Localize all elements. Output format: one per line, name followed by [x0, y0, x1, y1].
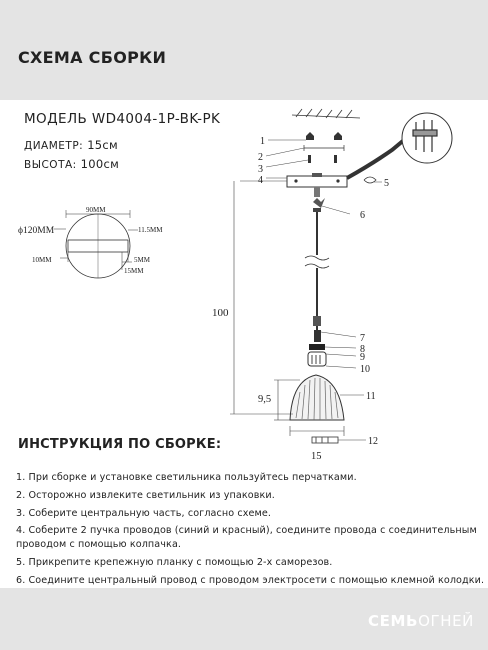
brand-light: ОГНЕЙ [418, 612, 474, 630]
instructions-title: ИНСТРУКЦИЯ ПО СБОРКЕ: [18, 437, 222, 452]
brand-bold: СЕМЬ [368, 612, 419, 630]
callout-1: 1 [260, 136, 265, 147]
callout-12: 12 [368, 436, 378, 447]
callout-7: 7 [360, 333, 365, 344]
callout-2: 2 [258, 152, 263, 163]
instruction-step-5: 5. Прикрепите крепежную планку с помощью 2-х саморезов. [16, 557, 333, 568]
supply-cable [347, 140, 404, 178]
callout-5: 5 [384, 178, 389, 189]
canopy-diameter-label: ϕ120MM [18, 226, 55, 236]
height-label: ВЫСОТА: [24, 159, 77, 171]
canopy-dim-5-label: 5MM [134, 256, 150, 264]
callout-3: 3 [258, 164, 263, 175]
instruction-step-4: 4. Соберите 2 пучка проводов (синий и красный), соедините провода с соединительным [16, 525, 477, 536]
canopy-dim-15-label: 15MM [124, 267, 144, 275]
callout-11: 11 [366, 391, 376, 402]
instruction-step-1: 1. При сборке и установке светильника пользуйтесь перчатками. [16, 472, 357, 483]
callout-8: 8 [360, 344, 365, 355]
model-label: МОДЕЛЬ [24, 111, 88, 127]
cord-grip [314, 187, 320, 197]
instruction-step-3: 3. Соберите центральную часть, согласно схеме. [16, 508, 272, 519]
canopy-offset-left-label: 10MM [32, 256, 52, 264]
socket-top [313, 316, 321, 326]
page-title: СХЕМА СБОРКИ [18, 48, 167, 67]
canopy-width-label: 90MM [86, 206, 106, 214]
ceiling-hatch [292, 109, 360, 118]
screws [306, 132, 342, 163]
diameter-label: ДИАМЕТР: [24, 140, 84, 152]
instruction-step-4-cont: проводом с помощью колпачка. [16, 539, 182, 550]
height-value: 100см [80, 157, 120, 171]
callout-6: 6 [360, 210, 365, 221]
callout-4: 4 [258, 175, 263, 186]
model-code: WD4004-1P-BK-PK [91, 111, 221, 127]
junction-detail [402, 113, 452, 163]
socket-ring [309, 344, 325, 350]
callout-10: 10 [360, 364, 370, 375]
instruction-step-2: 2. Осторожно извлеките светильник из упаковки. [16, 490, 275, 501]
callout-9: 9 [360, 352, 365, 363]
canopy-offset-right-label: 11.5MM [138, 226, 163, 234]
height-dimension: 100 [212, 307, 229, 319]
instruction-step-6: 6. Соедините центральный провод с проводом электросети с помощью клемной колодки. [16, 575, 485, 586]
socket-holder [308, 352, 326, 366]
shade-height-dimension: 9,5 [258, 394, 272, 405]
shade-width-dimension: 15 [311, 451, 322, 462]
diameter-value: 15см [87, 138, 119, 152]
brand-logo [368, 612, 474, 630]
